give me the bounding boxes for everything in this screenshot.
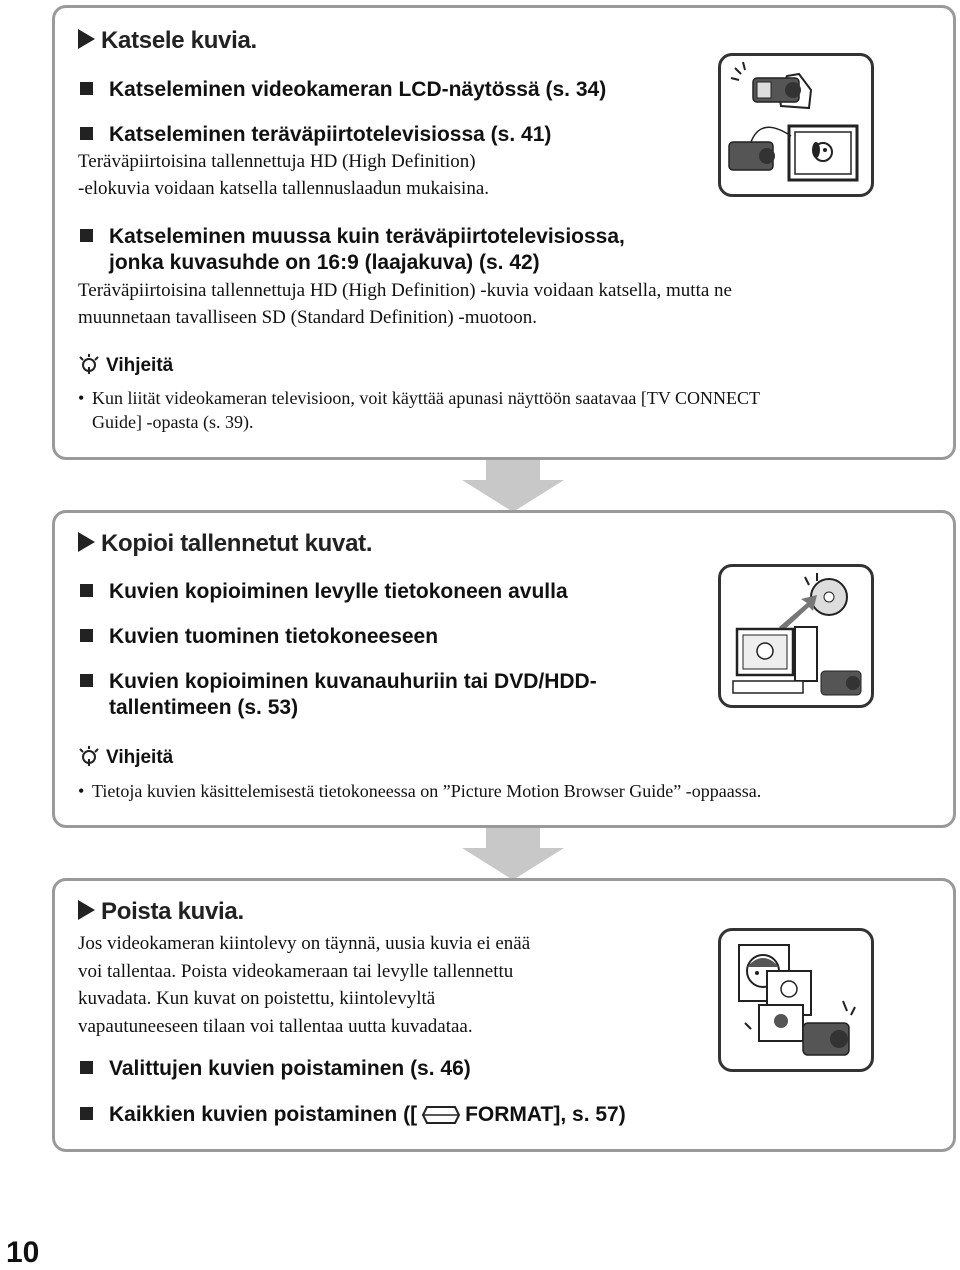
down-arrow-icon bbox=[462, 828, 564, 880]
heading-delete-selected: Valittujen kuvien poistaminen (s. 46) bbox=[80, 1056, 471, 1082]
heading-copy-recorder: Kuvien kopioiminen kuvanauhuriin tai DVD/HDD- tallentimeen (s. 53) bbox=[80, 669, 597, 721]
page-number: 10 bbox=[6, 1236, 40, 1269]
camcorder-tv-illustration bbox=[718, 53, 874, 197]
square-bullet-icon bbox=[80, 1061, 93, 1074]
delete-text: Jos videokameran kiintolevy on täynnä, uusia kuvia ei enää voi tallentaa. Poista videokameraan tai levylle tallennettu kuvadata. Kun kuvat on poistettu, kiintolevyltä vapautuneeseen tilaan voi tallentaa uutta kuvadataa. bbox=[78, 933, 531, 1037]
heading-copy-disc: Kuvien kopioiminen levylle tietokoneen avulla bbox=[80, 579, 568, 605]
play-triangle-icon bbox=[78, 532, 95, 552]
heading-import-computer: Kuvien tuominen tietokoneeseen bbox=[80, 624, 438, 650]
photos-camcorder-illustration bbox=[718, 928, 874, 1072]
section-delete-title: Poista kuvia. bbox=[78, 898, 244, 926]
square-bullet-icon bbox=[80, 1107, 93, 1120]
heading-delete-all: Kaikkien kuvien poistaminen ([ FORMAT], s. 57) bbox=[80, 1102, 626, 1128]
square-bullet-icon bbox=[80, 229, 93, 242]
section-copy-title: Kopioi tallennetut kuvat. bbox=[78, 530, 372, 558]
heading-view-hdtv: Katseleminen teräväpiirtotelevisiossa (s. 41) bbox=[80, 122, 551, 148]
tip-text-2: • Tietoja kuvien käsittelemisestä tietokoneessa on ”Picture Motion Browser Guide” -oppaassa. bbox=[78, 781, 762, 801]
heading-view-non-hdtv: Katseleminen muussa kuin teräväpiirtotelevisiossa, jonka kuvasuhde on 16:9 (laajakuva) (s. 42) bbox=[80, 224, 625, 276]
tips-heading-2: Vihjeitä bbox=[78, 745, 173, 769]
lightbulb-icon bbox=[78, 745, 100, 767]
section-view-title: Katsele kuvia. bbox=[78, 27, 257, 55]
hdtv-text: Teräväpiirtoisina tallennettuja HD (High Definition) -elokuvia voidaan katsella tallennuslaadun mukaisina. bbox=[78, 151, 490, 199]
square-bullet-icon bbox=[80, 584, 93, 597]
play-triangle-icon bbox=[78, 29, 95, 49]
square-bullet-icon bbox=[80, 82, 93, 95]
lightbulb-icon bbox=[78, 353, 100, 375]
computer-disc-illustration bbox=[718, 564, 874, 708]
non-hdtv-text: Teräväpiirtoisina tallennettuja HD (High Definition) -kuvia voidaan katsella, mutta ne muunnetaan tavalliseen SD (Standard Definition) -muotoon. bbox=[78, 280, 732, 328]
heading-view-lcd: Katseleminen videokameran LCD-näytössä (s. 34) bbox=[80, 77, 606, 103]
square-bullet-icon bbox=[80, 629, 93, 642]
tips-heading: Vihjeitä bbox=[78, 353, 173, 377]
hdd-icon bbox=[421, 1103, 461, 1125]
play-triangle-icon bbox=[78, 900, 95, 920]
square-bullet-icon bbox=[80, 127, 93, 140]
tip-text: • Kun liität videokameran televisioon, voit käyttää apunasi näyttöön saatavaa [TV CONNECT Guide] -opasta (s. 39). bbox=[78, 388, 760, 432]
square-bullet-icon bbox=[80, 674, 93, 687]
down-arrow-icon bbox=[462, 460, 564, 512]
